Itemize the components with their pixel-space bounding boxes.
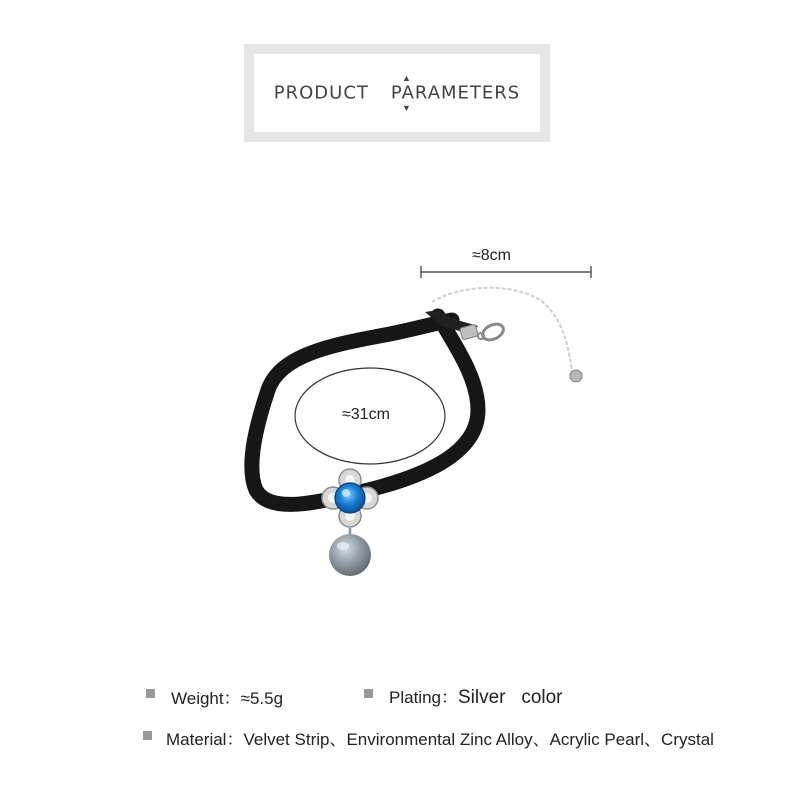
- chain-end-drop: [570, 370, 582, 382]
- arrow-up-icon: ▲: [402, 73, 411, 83]
- material-value: Velvet Strip、Environmental Zinc Alloy、Acrylic Pearl、Crystal: [243, 730, 714, 749]
- material-label: Material：: [166, 730, 244, 749]
- weight-value: ≈5.5g: [240, 689, 284, 708]
- header-title-word-1: PRODUCT: [273, 82, 369, 104]
- weight-label: Weight：: [171, 689, 241, 708]
- circumference-label: ≈31cm: [342, 406, 390, 423]
- extension-measure-line: [421, 266, 591, 278]
- flower-pendant: [322, 469, 378, 536]
- pearl-drop: [329, 534, 371, 576]
- bullet-square-icon: [364, 689, 373, 698]
- plating-spec: [389, 683, 563, 709]
- weight-spec: [171, 684, 283, 709]
- arrow-down-icon: ▼: [402, 103, 411, 113]
- material-spec: [166, 725, 714, 750]
- plating-value: Silver color: [457, 687, 563, 708]
- header-title-word-2: PARAMETERS: [390, 82, 521, 104]
- bullet-square-icon: [143, 731, 152, 740]
- extension-length-label: ≈8cm: [472, 247, 512, 264]
- bullet-square-icon: [146, 689, 155, 698]
- plating-label: Plating：: [389, 688, 458, 707]
- lobster-clasp: [478, 321, 506, 343]
